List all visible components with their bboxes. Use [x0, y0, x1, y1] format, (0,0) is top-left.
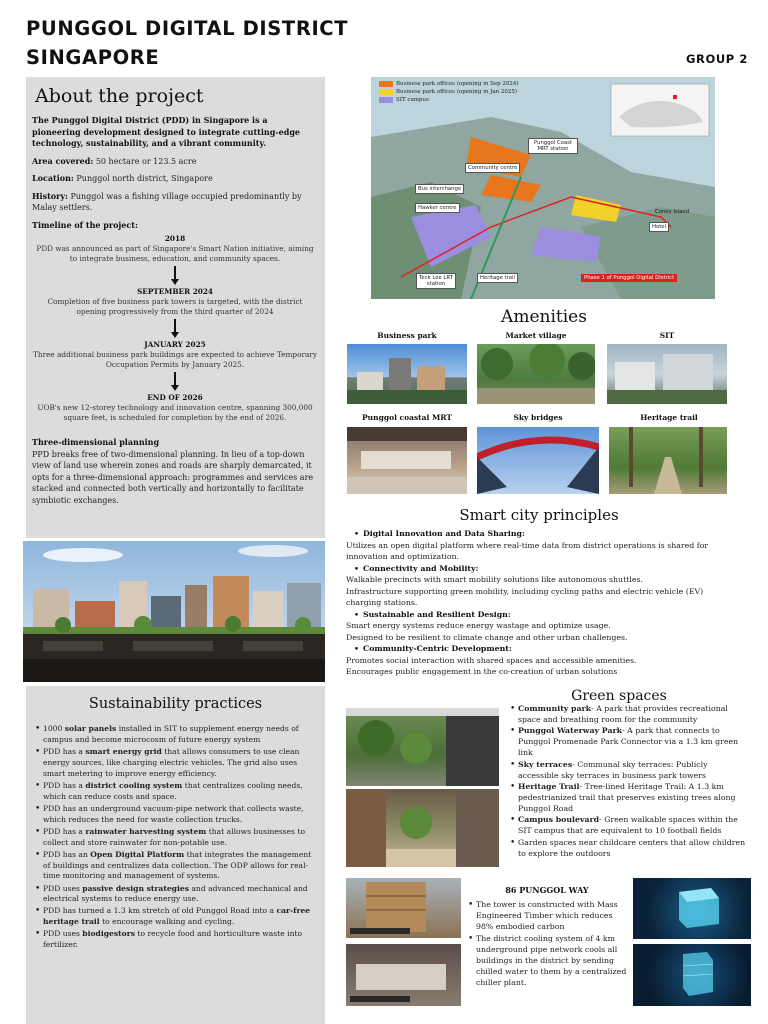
green-space-item: • Punggol Waterway Park- A park that connects to Punggol Promenade Park Connector via a 1.3 km green link — [509, 726, 749, 759]
timeline-arrow-icon — [169, 266, 181, 286]
green-space-item: • Sky terraces- Communal sky terraces: Publicly accessible sky terraces in business park towers — [509, 760, 749, 782]
punggol-way-heading: 86 PUNGGOL WAY — [505, 885, 589, 895]
green-space-item: • Heritage Trail- Tree-lined Heritage Trail: A 1.3 km pedestrianized trail that preserves existing trees along Punggol Road — [509, 782, 749, 815]
legend-item-jan-2025: Business park offices (opening in Jan 2025) — [379, 89, 519, 95]
timeline-item-sep-2024: SEPTEMBER 2024 Completion of five business park towers is targeted, with the district opening progressively from the third quarter of 2024 — [47, 287, 303, 316]
about-heading: About the project — [35, 85, 204, 107]
amenity-label-heritage-trail: Heritage trail — [640, 413, 698, 422]
timeline-arrow-icon — [169, 319, 181, 339]
map-label-lrt: Teck Lee LRT station — [416, 273, 456, 289]
sustainability-item: • PDD uses passive design strategies and advanced mechanical and electrical systems to reduce energy use. — [34, 884, 317, 906]
amenity-image-sky-bridges — [477, 427, 599, 494]
punggol-way-image-2 — [346, 944, 461, 1006]
green-spaces-heading: Green spaces — [571, 688, 667, 704]
amenity-label-mrt: Punggol coastal MRT — [362, 413, 452, 422]
timeline-item-jan-2025: JANUARY 2025 Three additional business park buildings are expected to achieve Temporary Occupation Permits by January 2025. — [33, 340, 317, 369]
sustainability-item: • PDD has a rainwater harvesting system that allows businesses to collect and store rainwater for non-potable use. — [34, 827, 317, 849]
map-label-hawker: Hawker centre — [415, 203, 460, 213]
punggol-way-item: • The tower is constructed with Mass Engineered Timber which reduces 98% embodied carbon — [467, 900, 627, 933]
legend-swatch-purple — [379, 97, 393, 103]
sustainability-item: • PDD has turned a 1.3 km stretch of old Punggol Road into a car-free heritage trail to encourage walking and cycling. — [34, 906, 317, 928]
title-line-2: SINGAPORE — [26, 46, 160, 69]
amenity-image-mrt — [347, 427, 467, 494]
punggol-way-section — [467, 885, 627, 990]
smart-principle-text: Smart energy systems reduce energy wastage and optimize usage. — [346, 621, 611, 630]
punggol-way-render-2 — [633, 944, 751, 1006]
amenity-image-heritage-trail — [609, 427, 727, 494]
three-d-text: PPD breaks free of two-dimensional planning. In lieu of a top-down view of land use wherein zones and roads are sharply demarcated, it opts for a three-dimensional approach: programmes and services are stacked and connected both vertically and horizontally to facilitate symbiotic exchanges. — [32, 449, 314, 505]
amenity-image-sit — [607, 344, 727, 404]
smart-city-list — [346, 528, 736, 678]
smart-principle-title: • Community-Centric Development: — [346, 643, 736, 655]
sustainability-heading: Sustainability practices — [88, 696, 263, 712]
amenity-label-sit: SIT — [659, 331, 675, 340]
map-label-bus: Bus interchange — [415, 184, 464, 194]
amenity-image-market-village — [477, 344, 595, 404]
sustainability-item: • PDD has a district cooling system that centralizes cooling needs, which can reduce costs and space. — [34, 781, 317, 803]
about-panel — [26, 77, 325, 538]
legend-swatch-yellow — [379, 89, 393, 95]
map-label-phase: Phase 1 of Punggol Digital District — [581, 274, 677, 282]
smart-city-heading: Smart city principles — [459, 506, 619, 524]
history: History: Punggol was a fishing village occupied predominantly by Malay settlers. — [32, 190, 302, 212]
amenity-label-market-village: Market village — [505, 331, 567, 340]
punggol-way-item: • The district cooling system of 4 km underground pipe network cools all buildings in the district by sending chilled water to them by a centralized chiller plant. — [467, 934, 627, 989]
amenity-label-business-park: Business park — [377, 331, 437, 340]
smart-principle-text: Walkable precincts with smart mobility solutions like autonomous shuttles. — [346, 575, 643, 584]
green-image-sky-terraces — [346, 708, 499, 786]
smart-principle-text: Encourages public engagement in the co-creation of urban solutions — [346, 667, 618, 676]
page-title — [26, 14, 386, 72]
amenity-label-sky-bridges: Sky bridges — [513, 413, 563, 422]
smart-principle-title: • Digital Innovation and Data Sharing: — [346, 528, 736, 540]
smart-principle-title: • Connectivity and Mobility: — [346, 563, 736, 575]
section-illustration — [23, 541, 325, 682]
map-label-hotel: Hotel — [649, 222, 669, 232]
smart-principle-title: • Sustainable and Resilient Design: — [346, 609, 736, 621]
green-image-campus-boulevard — [346, 789, 499, 867]
district-map — [371, 77, 715, 299]
smart-principle-text: Promotes social interaction with shared spaces and accessible amenities. — [346, 655, 637, 665]
amenities-heading: Amenities — [501, 307, 587, 327]
sustainability-item: • PDD has a smart energy grid that allows consumers to use clean energy sources, like charging electric vehicles. The grid also uses smart metering to improve energy efficiency. — [34, 747, 317, 779]
amenity-image-business-park — [347, 344, 467, 404]
sustainability-item: • PDD has an Open Digital Platform that integrates the management of buildings and centralizes data collection. The ODP allows for real-time monitoring and management of systems. — [34, 850, 317, 882]
sustainability-panel — [26, 686, 325, 1024]
green-spaces-list — [509, 704, 749, 860]
legend-item-sit: SIT campus — [379, 97, 519, 103]
sustainability-item: • 1000 solar panels installed in SIT to supplement energy needs of campus and become microcosm of future energy system — [34, 724, 317, 746]
green-space-item: • Campus boulevard- Green walkable spaces within the SIT campus that are equivalent to 10 football fields — [509, 815, 749, 837]
map-label-heritage: Heritage trail — [477, 273, 518, 283]
title-line-1: PUNGGOL DIGITAL DISTRICT — [26, 17, 349, 40]
legend-swatch-orange — [379, 81, 393, 87]
sustainability-item: • PDD uses biodigestors to recycle food and horticulture waste into fertilizer. — [34, 929, 317, 951]
timeline-label: Timeline of the project: — [32, 219, 138, 230]
map-label-mrt: Punggol Coast MRT station — [528, 138, 578, 154]
group-label: GROUP 2 — [685, 52, 748, 66]
about-intro: The Punggol Digital District (PDD) in Singapore is a pioneering development designed to integrate cutting-edge technology, sustainability, and a vibrant community. — [32, 115, 300, 148]
timeline-item-2018: 2018 PDD was announced as part of Singapore's Smart Nation initiative, aiming to integrate business, education, and community spaces. — [36, 234, 314, 263]
location: Location: Punggol north district, Singapore — [32, 173, 213, 183]
green-space-item: • Garden spaces near childcare centers that allow children to explore the outdoors — [509, 838, 749, 860]
smart-principle-text: Infrastructure supporting green mobility, including cycling paths and electric vehicle (EV) charging stations. — [346, 586, 704, 607]
smart-principle-text: Utilizes an open digital platform where real-time data from district operations is shared for innovation and optimization. — [346, 540, 709, 561]
area-covered: Area covered: 50 hectare or 123.5 acre — [32, 155, 197, 166]
green-space-item: • Community park- A park that provides recreational space and breathing room for the community — [509, 704, 749, 726]
legend-item-sep-2024: Business park offices (opening in Sep 2024) — [379, 81, 519, 87]
punggol-way-render-1 — [633, 878, 751, 939]
map-legend — [379, 81, 519, 103]
punggol-way-image-1 — [346, 878, 461, 938]
smart-principle-text: Designed to be resilient to climate change and other urban challenges. — [346, 632, 628, 642]
map-label-community: Community centre — [465, 163, 520, 173]
punggol-way-list — [467, 900, 627, 989]
map-label-coney: Coney Island — [655, 209, 690, 215]
timeline-item-end-2026: END OF 2026 UOB's new 12-storey technology and innovation centre, spanning 300,000 square feet, is scheduled for completion by the end of 2026. — [37, 393, 313, 422]
timeline-arrow-icon — [169, 372, 181, 392]
three-d-title: Three-dimensional planning — [32, 437, 160, 447]
sustainability-list — [34, 724, 317, 951]
sustainability-item: • PDD has an underground vacuum-pipe network that collects waste, which reduces the need for waste collection trucks. — [34, 804, 317, 826]
